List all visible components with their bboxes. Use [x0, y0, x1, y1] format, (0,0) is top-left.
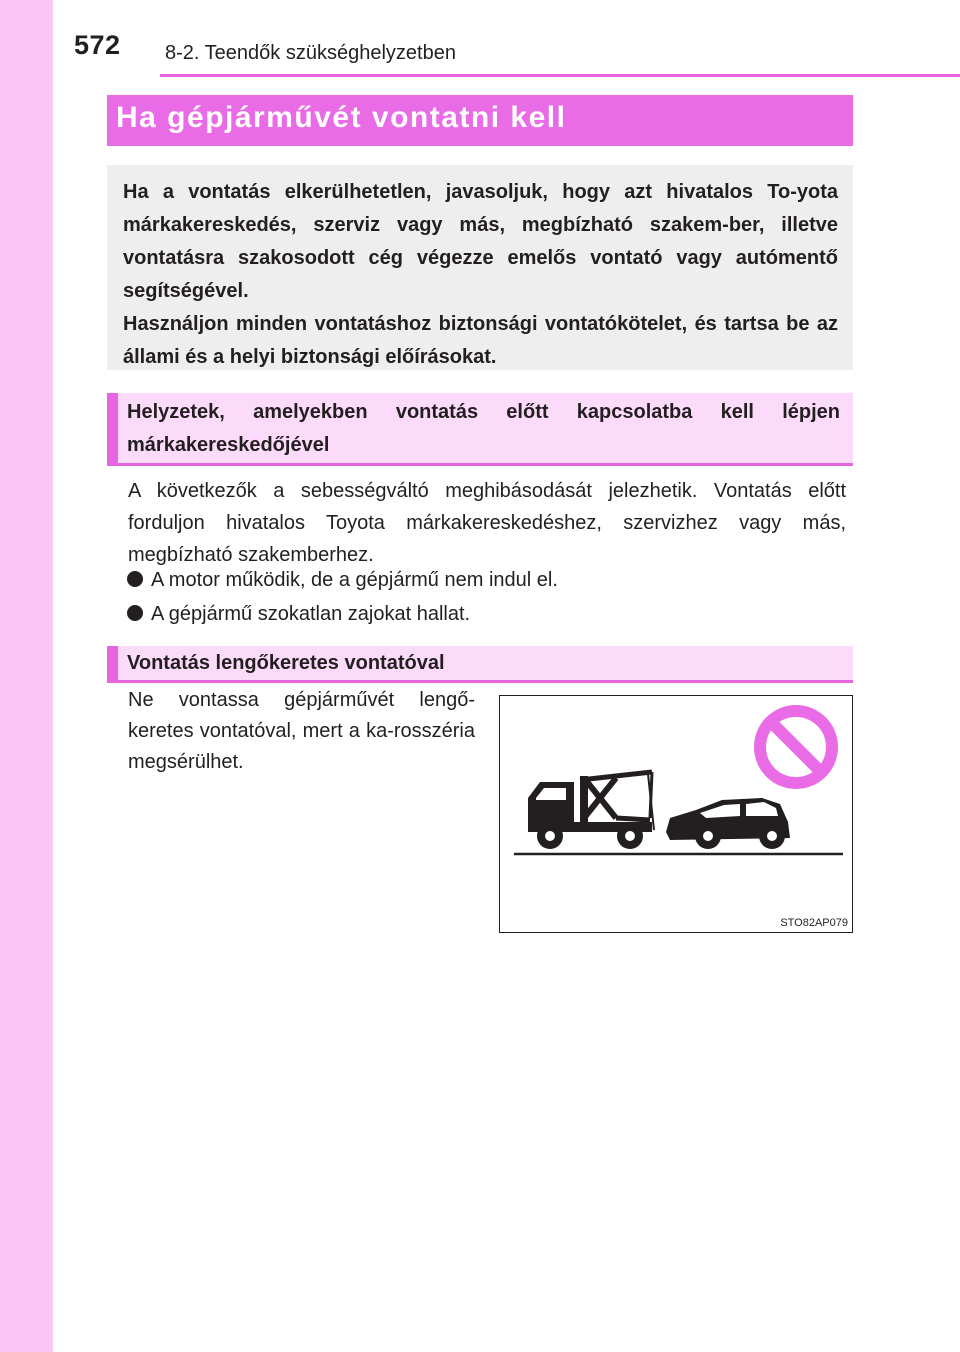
- subsection-heading-box: [107, 646, 853, 683]
- bullet-icon: [127, 605, 143, 621]
- page-title: Ha gépjárművét vontatni kell: [116, 101, 567, 134]
- subsection-heading-box: [107, 393, 853, 466]
- page-number: 572: [74, 30, 121, 60]
- section-header: 8-2. Teendők szükséghelyzetben: [165, 42, 456, 64]
- intro-paragraph-2: Használjon minden vontatáshoz biztonsági vontatókötelet, és tartsa be az állami és a helyi biztonsági előírásokat.: [123, 313, 838, 368]
- subsection-body: Ne vontassa gépjárművét lengő-keretes vontatóval, mert a ka-rosszéria megsérülhet.: [128, 689, 475, 773]
- header-rule: [160, 74, 960, 77]
- figure-code: STO82AP079: [780, 917, 848, 929]
- intro-paragraph-1: Ha a vontatás elkerülhetetlen, javasoljuk, hogy azt hivatalos To-yota márkakereskedés, szerviz vagy más, megbízható szakem-ber, illetve vontatásra szakosodott cég végezze emelős vontató vagy autómentő segítségével.: [123, 181, 838, 302]
- subsection-stripe: [107, 393, 118, 463]
- towing-illustration: [500, 696, 852, 932]
- list-item: [127, 564, 558, 596]
- side-band: [0, 0, 53, 1352]
- subsection-heading: Helyzetek, amelyekben vontatás előtt kapcsolatba kell lépjen márkakereskedőjével: [127, 401, 840, 456]
- bullet-icon: [127, 571, 143, 587]
- list-item-text: A gépjármű szokatlan zajokat hallat.: [151, 603, 471, 625]
- subsection-stripe: [107, 646, 118, 680]
- list-item: [127, 598, 470, 630]
- subsection-body: A következők a sebességváltó meghibásodását jelezhetik. Vontatás előtt forduljon hivatalos Toyota márkakereskedéshez, szervizhez vagy más, megbízható szakemberhez.: [128, 480, 846, 566]
- prohibition-icon: [760, 711, 832, 783]
- list-item-text: A motor működik, de a gépjármű nem indul el.: [151, 569, 558, 591]
- car-icon: [666, 798, 790, 849]
- towing-figure: [499, 695, 853, 933]
- subsection-heading: Vontatás lengőkeretes vontatóval: [127, 652, 445, 674]
- tow-truck-icon: [528, 772, 654, 849]
